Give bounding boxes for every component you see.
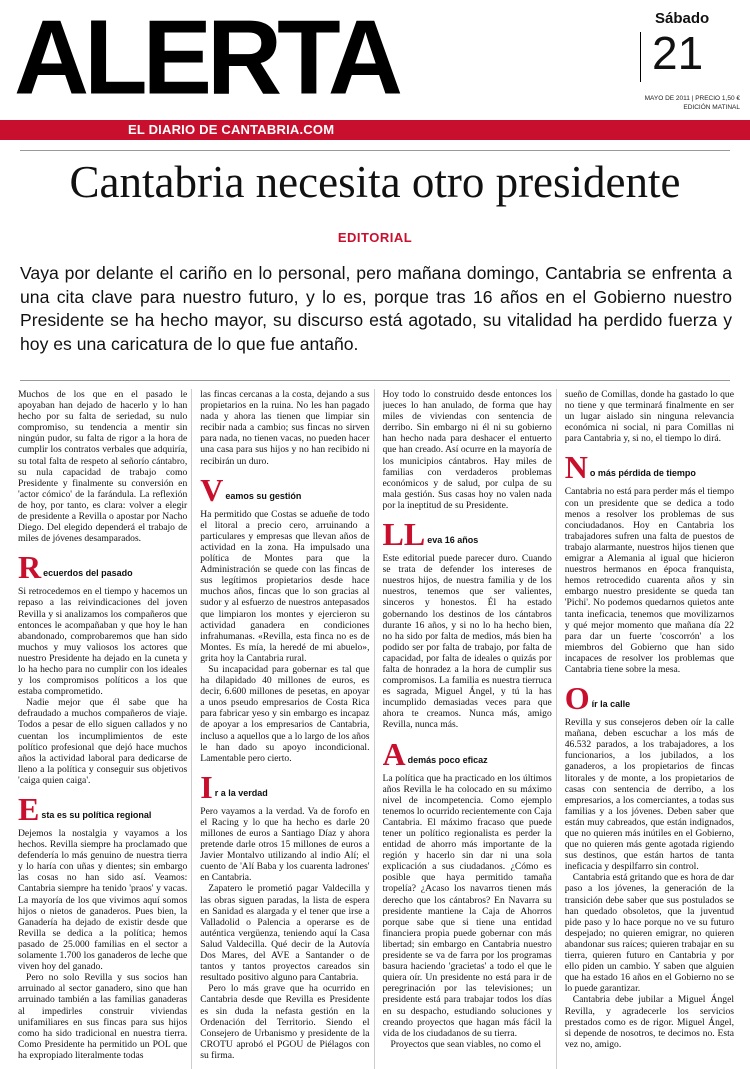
date-info-line: MAYO DE 2011 | PRECIO 1,50 € <box>644 95 740 102</box>
divider <box>20 380 730 381</box>
subheading <box>564 449 734 486</box>
newspaper-logo[interactable]: ALERTA <box>14 0 399 118</box>
date-info <box>628 94 740 112</box>
paragraph: Dejemos la nostalgia y vayamos a los hechos. Revilla siempre ha proclamado que defendería lo más genuino de nuestra tierra y lo haría con uñas y dientes; sin embargo las cosas no han sido así. Veamos: Cantabria siempre ha tenido 'praos' y vacas. La mayoría de los que vivimos aquí somos hijos o nietos de ganaderos. Pues bien, la Ganadería ha dejado de existir desde que Revilla se dedica a la política; hemos pasado de 25.000 familias en el sector a solamente 1.700 los ganaderos de leche que viven hoy del ganado. <box>18 828 188 973</box>
section-label: EDITORIAL <box>337 230 413 245</box>
subheading <box>382 516 552 553</box>
paragraph: Este editorial puede parecer duro. Cuando se trata de defender los intereses de nuestros hijos, de nuestra familia y de los nuestros, tenemos que ser valientes, sinceros y honestos. Él ha estado gobernando los destinos de los cántabros durante 16 años, y si no lo ha hecho bien, no ha sido por falta de medios, más bien ha podido ser por falta de trabajo, por falta de capacidad, por falta de ideales o quizás por falta de honradez a la hora de cumplir sus compromisos. La familia es nuestra tierruca es sagrada, Miguel Ángel, y tú la has incumplido demasiadas veces para que ahora te creamos. Nunca más, amigo Revilla, nunca más. <box>382 553 552 731</box>
paragraph: Hoy todo lo construido desde entonces los jueces lo han anulado, de forma que hay miles de viviendas con sentencia de derribo. Sin embargo ni él ni su gobierno han hecho nada para deshacer el entuerto que han creado. Así ocurre en la mayoría de los municipios cántabros. Hay miles de familias con verdaderos problemas económicos y de salud, por culpa de su mala gestión. Sus casas hoy no valen nada por la ineptitud de su Presidente. <box>382 389 552 511</box>
paragraph: sueño de Comillas, donde ha gastado lo que no tiene y que terminará finalmente en ser un lugar aislado sin ninguna relevancia económica ni social, ni para Comillas ni para Cantabria y, si no, el tiempo lo dirá. <box>564 389 734 445</box>
paragraph: Ha permitido que Costas se adueñe de todo el litoral a precio cero, arruinando a particulares y empresas que llevan años de actividad en la zona. Ha impulsado una política de Montes para que la Administración se quede con las fincas de sus legítimos propietarios desde hace muchos años, fincas que lo son gracias al sudor y al esfuerzo de nuestros antepasados que limpiaron los montes y ejercieron su actividad ganadera en condiciones infrahumanas. «Revilla, esta finca no es de Montes. Es mía, la heredé de mi abuelo», grita hoy la Cantabria rural. <box>200 508 370 664</box>
paragraph: Zapatero le prometió pagar Valdecilla y las obras siguen paradas, la lista de espera en Sanidad es alargada y el tener que irse a Valladolid o Palencia a operarse es de auténtica vergüenza, teniendo aquí la Casa Salud Valdecilla. Qué decir de la Autovía Dos Mares, del AVE a Santander o de tantos y tantos proyectos careados sin resultado positivo alguno para Cantabria. <box>200 883 370 984</box>
subheading-initial: V <box>200 471 224 508</box>
subheading-text: sta es su política regional <box>41 810 152 820</box>
subheading <box>564 680 734 717</box>
divider <box>20 150 730 151</box>
article-column-1 <box>18 389 192 1069</box>
subheading-text: eva 16 años <box>427 535 479 546</box>
article-headline: Cantabria necesita otro presidente <box>69 157 681 207</box>
subheading <box>200 471 369 508</box>
paragraph: La política que ha practicado en los últimos años Revilla le ha colocado en su máximo nivel de incompetencia. Como ejemplo tenemos lo ocurrido recientemente con Caja Cantabria. El máximo fracaso que puede tener un político regionalista es perder la entidad de ahorro más importante de la región y hacerlo sin dar ni una sola explicación a sus ciudadanos. ¿Cómo es posible que haya permitido tamaña tropelía? ¿Acaso los navarros tienen más derecho que los cántabros? En Navarra su presidente mantiene la Caja de Ahorros porque sabe que si tiene una entidad financiera propia puede gobernar con más libertad; sin embargo en Cantabria nuestro presidente se va de farra por los programas basura haciendo 'gracietas' a todo el que le quiera oír. Un presidente no está para ir de peregrinación por las televisiones; un presidente está para trabajar todos los días en su despacho, estudiando soluciones y creando proyectos que hagan más fácil la vida de los ciudadanos de su tierra. <box>382 772 552 1039</box>
subheading-initial: A <box>382 735 406 772</box>
subheading-initial: I <box>200 768 213 805</box>
paragraph: Pero no solo Revilla y sus socios han arruinado al sector ganadero, sino que han arruinado también a las familias ganaderas al impedirles construir viviendas unifamiliares en sus fincas para sus hijos como ha sido tradicional en nuestra tierra. Como Presidente ha permitido un POL que ha expropiado literalmente todas <box>18 972 188 1061</box>
paragraph: Cantabria está gritando que es hora de dar paso a los jóvenes, la generación de la transición debe saber que sus postulados se han quedado obsoletos, que la juventud pide paso y lo hace porque no ve su futuro despejado; no quieren emigrar, no quieren abandonar sus raíces; quieren trabajar en su tierra, quieren futuro en Cantabria y por ello piden un cambio. Y saben que alguien que ha estado 16 años en el Gobierno no se lo puede garantizar. <box>564 872 734 995</box>
article-column-4 <box>565 389 734 1069</box>
paragraph: Su incapacidad para gobernar es tal que ha dilapidado 40 millones de euros, es decir, 6.600 millones de pesetas, en apoyar a unos pseudo empresarios de Costa Rica para fabricar yeso y sin embargo es incapaz de apoyar a los empresarios de Cantabria, incluso a aquellos que a lo largo de los años le han dado su apoyo incondicional. Lamentable pero cierto. <box>200 663 370 764</box>
paragraph: Cantabria debe jubilar a Miguel Ángel Revilla, y agradecerle los servicios prestados como es de rigor. Miguel Ángel, si depende de nosotros, te decimos no. Esta vez no, amigo. <box>564 994 734 1050</box>
subheading-initial: R <box>18 549 42 586</box>
subheading-text: r a la verdad <box>214 787 268 798</box>
subheading <box>200 768 369 805</box>
date-day-number: 21 <box>652 27 704 79</box>
article-column-2 <box>200 389 374 1069</box>
article-lede: Vaya por delante el cariño en lo personal, pero mañana domingo, Cantabria se enfrenta a una cita clave para nuestro futuro, y lo es, porque tras 16 años en el Gobierno nuestro Presidente se ha hecho mayor, su discurso está agotado, su vitalidad ha perdido fuerza y hoy es una caricatura de lo que fue antaño. <box>20 263 732 354</box>
subheading-initial: E <box>18 791 40 827</box>
paragraph: Revilla y sus consejeros deben oír la calle mañana, deben escuchar a los más de 46.532 parados, a los trabajadores, a los funcionarios, a los jubilados, a los ganaderos, a los propietarios de fincas litorales y de monte, a los propietarios de casas con sentencia de derribo, a los empresarios, a los comerciantes, a todas sus familias y a los jóvenes. Deben saber que están muy cabreados, que están indignados, que no quieren más inútiles en el Gobierno, que no quieren más gente agotada rigiendo sus destinos, que están hartos de tanta ineficacia y despilfarro sin control. <box>564 717 734 873</box>
subheading-text: o más pérdida de tiempo <box>589 468 696 479</box>
article-column-3 <box>383 389 557 1069</box>
subheading <box>18 791 187 827</box>
paragraph: las fincas cercanas a la costa, dejando a sus propietarios en la ruina. No les han pagado nada y ahora las tienen que limpiar sin recibir nada a cambio; sus fincas no sirven para nada, no tienen vacas, no pueden hacer una casa para sus hijos y no han recibido ni recibirán un duro. <box>200 389 370 467</box>
paragraph: Nadie mejor que él sabe que ha defraudado a muchos compañeros de viaje. Todos a pesar de ello siguen callados y no cuentan los incumplimientos de este político profesional que dejó hace muchos años la actividad laboral para dedicarse de lleno a la política y conseguir sus objetivos 'caiga quien caiga'. <box>18 697 188 786</box>
date-divider <box>640 32 641 82</box>
paragraph: Si retrocedemos en el tiempo y hacemos un repaso a las reivindicaciones del joven Revilla y si analizamos los compañeros que entonces le acompañaban y que hoy le han abandonado, comprobaremos que han sido muchos y muy valiosos los actores que nuestro Presidente ha dejado en la cuneta y lo ha hecho para no cumplir con los ideales y los compromisos políticos a los que estaba comprometido. <box>18 586 188 698</box>
subheading-text: demás poco eficaz <box>407 754 488 765</box>
paragraph: Proyectos que sean viables, no como el <box>390 1038 542 1050</box>
subheading-initial: O <box>564 680 590 717</box>
subheading-text: ír la calle <box>591 699 631 710</box>
masthead-red-bar <box>0 120 750 140</box>
paragraph: Pero vayamos a la verdad. Va de forofo en el Racing y lo que ha hecho es darle 20 millones de euros a Santiago Díaz y ahora pretende darle otros 15 millones de euros a Javier Montalvo utilizando al indio Alí; el cuento de 'Alí Baba y los cuarenta ladrones' en Cantabria. <box>200 805 370 884</box>
subheading-initial: N <box>564 449 588 486</box>
paragraph: Muchos de los que en el pasado le apoyaban han dejado de hacerlo y lo han hecho por su falta de seriedad, su nulo compromiso, su tendencia a mentir sin ningún pudor, su falta de rigor a la hora de cumplir los contratos verbales que adquiría, su total falta de respeto al señorío cántabro, su nula capacidad de trabajo como Presidente y finalmente su conversión en 'actor cómico' de la farándula. La reflexión de hoy, por tanto, es clara: volver a elegir de presidente a Revilla o apostar por Nacho Diego. Del elegido dependerá el trabajo de miles de jóvenes desamparados. <box>18 389 188 545</box>
subheading <box>382 735 552 772</box>
paragraph: Cantabria no está para perder más el tiempo con un presidente que se dedica a todo menos a resolver los problemas de sus conciudadanos. Hoy en Cantabria los trabajadores sufren una falta de puestos de trabajo alarmante, nuestros hijos tienen que emigrar a Alemania al igual que hicieron nuestros hermanos en época franquista, hemos retrocedido cuarenta años y sin embargo nuestro presidente se queda tan 'Pichi'. No podemos quedarnos quietos ante tanta ineficacia, tenemos que movilizarnos y qué mejor momento que mañana día 22 para dar un fuerte 'coscorrón' a los miembros del Gobierno que han sido incapaces de resolver los problemas que Cantabria tiene sobre la mesa. <box>564 486 734 675</box>
subheading-text: eamos su gestión <box>225 490 302 501</box>
masthead <box>0 0 750 145</box>
subheading-initial: LL <box>382 516 426 553</box>
masthead-tagline[interactable]: EL DIARIO DE CANTABRIA.COM <box>128 122 335 137</box>
date-day-name: Sábado <box>655 10 710 27</box>
article-body <box>18 389 734 1069</box>
subheading-text: ecuerdos del pasado <box>43 568 133 579</box>
paragraph: Pero lo más grave que ha ocurrido en Cantabria desde que Revilla es Presidente es sin duda la nefasta gestión en la Ordenación del Territorio. Siendo el Consejero de Urbanismo y presidente de la CROTU aprobó el PGOU de Piélagos con su firma. <box>200 983 370 1061</box>
subheading <box>18 549 187 586</box>
edition-line: EDICIÓN MATINAL <box>683 104 740 111</box>
